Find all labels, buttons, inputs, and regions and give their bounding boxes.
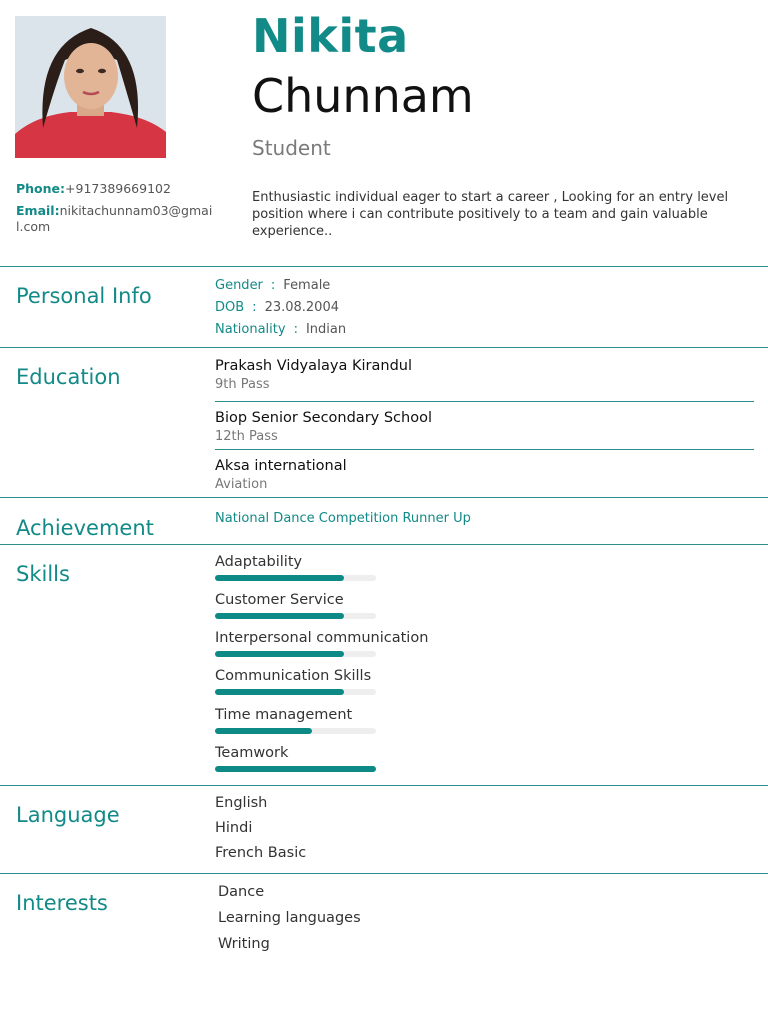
skill-bar-fill [215, 689, 344, 695]
job-title: Student [252, 136, 331, 160]
profile-summary: Enthusiastic individual eager to start a career , Looking for an entry level position where i can contribute positively to a team and gain valuable experience.. [252, 190, 729, 239]
education-school: Biop Senior Secondary School [215, 410, 432, 426]
skill-name: Adaptability [215, 554, 303, 570]
language-item: English [215, 795, 268, 811]
skill-bar [215, 689, 376, 695]
info-value: Indian [305, 322, 347, 337]
skill-name: Teamwork [215, 745, 289, 761]
section-title-interests: Interests [16, 891, 108, 915]
section-divider [0, 497, 768, 498]
info-separator: : [293, 322, 298, 337]
skill-bar-fill [215, 651, 344, 657]
language-item: Hindi [215, 820, 253, 836]
info-row-dob [215, 299, 339, 317]
section-divider [0, 544, 768, 545]
education-school: Aksa international [215, 458, 347, 474]
first-name: Nikita [252, 9, 409, 63]
skill-bar-fill [215, 613, 344, 619]
info-value: 23.08.2004 [264, 300, 339, 315]
phone-value[interactable]: +917389669102 [65, 181, 171, 196]
education-degree: Aviation [215, 477, 268, 492]
skill-name: Interpersonal communication [215, 630, 429, 646]
achievement-item: National Dance Competition Runner Up [215, 511, 471, 526]
education-school: Prakash Vidyalaya Kirandul [215, 358, 413, 374]
section-title-language: Language [16, 803, 120, 827]
info-label: Nationality [215, 322, 286, 337]
section-divider [0, 785, 768, 786]
section-title-education: Education [16, 365, 121, 389]
education-divider [215, 401, 754, 402]
skill-bar [215, 575, 376, 581]
email-label: Email: [16, 203, 60, 218]
skill-bar-fill [215, 766, 376, 772]
info-separator: : [270, 278, 276, 293]
info-row-gender [215, 277, 330, 295]
skill-name: Time management [215, 707, 353, 723]
email-line [16, 203, 216, 235]
skill-bar [215, 651, 376, 657]
section-title-achievement: Achievement [16, 516, 154, 540]
section-title-personal-info: Personal Info [16, 284, 152, 308]
skill-name: Customer Service [215, 592, 344, 608]
interest-item: Dance [218, 884, 265, 900]
section-divider [0, 347, 768, 348]
section-divider [0, 873, 768, 874]
info-label: Gender [215, 278, 263, 293]
avatar [15, 16, 166, 158]
phone-label: Phone: [16, 181, 66, 196]
skill-bar-fill [215, 575, 344, 581]
email-value[interactable]: nikitachunnam03@gmail.com [16, 203, 213, 234]
phone-line [16, 181, 216, 197]
profile-photo [15, 16, 166, 158]
skill-name: Communication Skills [215, 668, 372, 684]
section-divider [0, 266, 768, 267]
education-degree: 12th Pass [215, 429, 278, 444]
interest-item: Writing [218, 936, 270, 952]
section-title-skills: Skills [16, 562, 70, 586]
info-separator: : [252, 300, 257, 315]
skill-bar [215, 728, 376, 734]
skill-bar-fill [215, 728, 312, 734]
info-row-nationality [215, 321, 346, 339]
language-item: French Basic [215, 845, 307, 861]
skill-bar [215, 766, 376, 772]
education-divider [215, 449, 754, 450]
skill-bar [215, 613, 376, 619]
education-degree: 9th Pass [215, 377, 270, 392]
info-value: Female [283, 278, 331, 293]
info-label: DOB [215, 300, 245, 315]
last-name: Chunnam [252, 69, 474, 123]
interest-item: Learning languages [218, 910, 361, 926]
